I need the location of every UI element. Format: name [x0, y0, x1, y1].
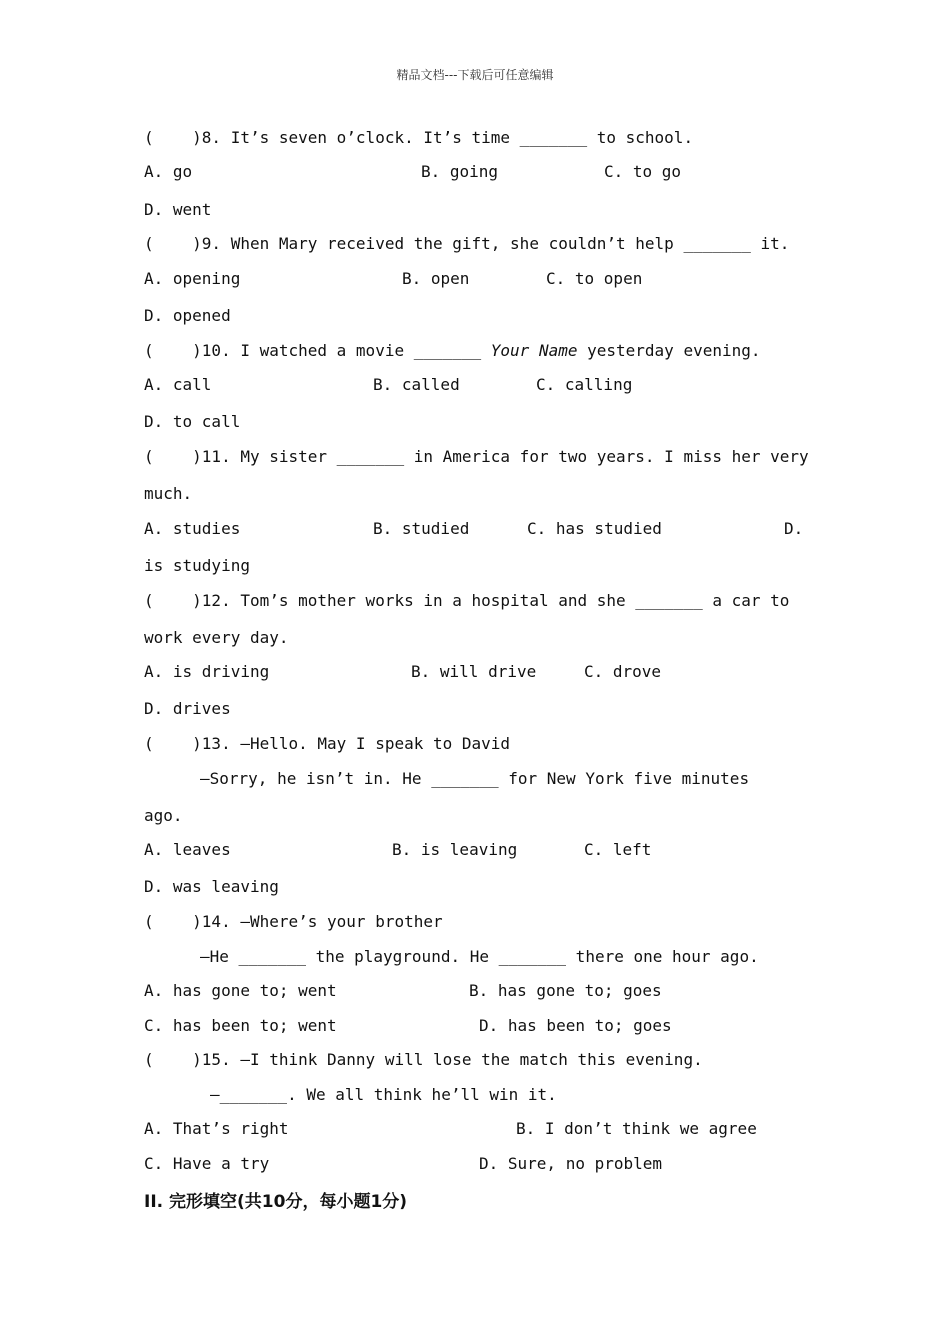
q11-option-d-text: is studying	[144, 556, 250, 575]
q12-option-b: B. will drive	[411, 662, 537, 681]
q15-option-b: B. I don’t think we agree	[516, 1119, 757, 1138]
q13-option-c: C. left	[584, 840, 652, 859]
q11-option-c: C. has studied	[527, 519, 662, 538]
q15-option-d: D. Sure, no problem	[479, 1154, 663, 1173]
question-9-stem: ( )9. When Mary received the gift, she couldn’t help _______ it.	[144, 234, 790, 253]
q11-option-b: B. studied	[373, 519, 470, 538]
question-11-stem-cont: much.	[144, 484, 193, 503]
question-13-stem: ( )13. —Hello. May I speak to David	[144, 734, 511, 753]
q10-option-d: D. to call	[144, 412, 241, 431]
q13-option-b: B. is leaving	[392, 840, 518, 859]
q11-option-a: A. studies	[144, 519, 241, 538]
q11-option-d-label: D.	[784, 519, 804, 538]
q10-option-a: A. call	[144, 375, 212, 394]
q15-option-c: C. Have a try	[144, 1154, 270, 1173]
q9-option-a: A. opening	[144, 269, 241, 288]
q13-option-d: D. was leaving	[144, 877, 279, 896]
q13-option-a: A. leaves	[144, 840, 231, 859]
q8-option-c: C. to go	[604, 162, 682, 181]
question-13-stem-cont: ago.	[144, 806, 183, 825]
q8-option-d: D. went	[144, 200, 212, 219]
q14-option-b: B. has gone to; goes	[469, 981, 662, 1000]
question-11-stem: ( )11. My sister _______ in America for two years. I miss her very	[144, 447, 809, 466]
q14-option-a: A. has gone to; went	[144, 981, 337, 1000]
question-12-stem-cont: work every day.	[144, 628, 289, 647]
q9-option-c: C. to open	[546, 269, 643, 288]
q10-option-c: C. calling	[536, 375, 633, 394]
question-15-stem: ( )15. —I think Danny will lose the match this evening.	[144, 1050, 703, 1069]
q10-stem-post: yesterday evening.	[577, 341, 761, 360]
question-10-stem	[144, 341, 761, 361]
q10-option-b: B. called	[373, 375, 460, 394]
q10-movie-title: Your Name	[490, 341, 578, 360]
question-14-stem: ( )14. —Where’s your brother	[144, 912, 443, 931]
q10-stem-pre: ( )10. I watched a movie _______	[144, 341, 491, 360]
q12-option-a: A. is driving	[144, 662, 270, 681]
q12-option-d: D. drives	[144, 699, 231, 718]
question-15-stem-reply: —_______. We all think he’ll win it.	[210, 1085, 557, 1104]
question-14-stem-reply: —He _______ the playground. He _______ there one hour ago.	[200, 947, 759, 966]
q12-option-c: C. drove	[584, 662, 662, 681]
page-header: 精品文档---下载后可任意编辑	[396, 68, 554, 82]
q14-option-d: D. has been to; goes	[479, 1016, 672, 1035]
question-12-stem: ( )12. Tom’s mother works in a hospital and she _______ a car to	[144, 591, 790, 610]
q9-option-b: B. open	[402, 269, 470, 288]
q8-option-b: B. going	[421, 162, 499, 181]
q14-option-c: C. has been to; went	[144, 1016, 337, 1035]
question-13-stem-reply: —Sorry, he isn’t in. He _______ for New York five minutes	[200, 769, 750, 788]
section-2-heading: II. 完形填空(共10分，每小题1分)	[144, 1192, 408, 1212]
question-8-stem: ( )8. It’s seven o’clock. It’s time _______ to school.	[144, 128, 694, 147]
q8-option-a: A. go	[144, 162, 193, 181]
q9-option-d: D. opened	[144, 306, 231, 325]
q15-option-a: A. That’s right	[144, 1119, 289, 1138]
